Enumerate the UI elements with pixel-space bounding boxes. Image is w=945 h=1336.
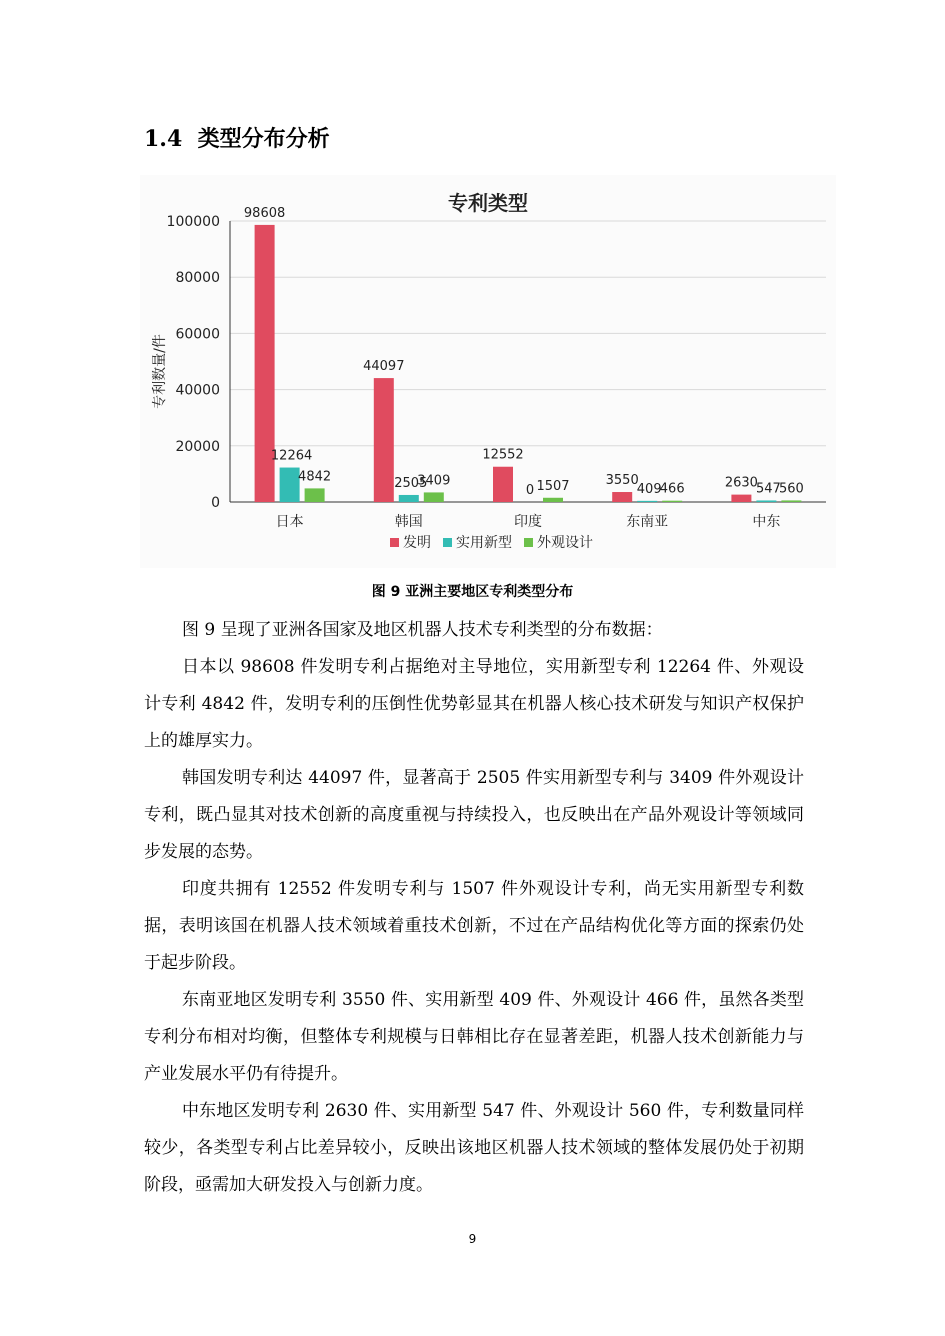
bar-外观设计: [424, 492, 444, 502]
body-text: [144, 612, 804, 1204]
paragraph: 韩国发明专利达 44097 件，显著高于 2505 件实用新型专利与 3409 件外观设计专利，既凸显其对技术创新的高度重视与持续投入，也反映出在产品外观设计等领域同步发展的态势。: [144, 768, 804, 862]
paragraph: 中东地区发明专利 2630 件、实用新型 547 件、外观设计 560 件，专利数量同样较少，各类型专利占比差异较小，反映出该地区机器人技术领域的整体发展仍处于初期阶段，亟需加大研发投入与创新力度。: [144, 1101, 804, 1195]
y-tick-label: 80000: [175, 270, 220, 287]
legend-swatch-发明: [390, 538, 399, 547]
data-label: 466: [659, 481, 685, 497]
paragraph: 东南亚地区发明专利 3550 件、实用新型 409 件、外观设计 466 件，虽然各类型专利分布相对均衡，但整体专利规模与日韩相比存在显著差距，机器人技术创新能力与产业发展水平仍有待提升。: [144, 990, 804, 1084]
bar-外观设计: [543, 498, 563, 502]
data-label: 3550: [605, 473, 639, 489]
data-label: 4842: [298, 469, 332, 485]
bar-外观设计: [305, 488, 325, 502]
y-tick-label: 100000: [166, 214, 220, 230]
paragraph: 印度共拥有 12552 件发明专利与 1507 件外观设计专利，尚无实用新型专利数据，表明该国在机器人技术领域着重技术创新，不过在产品结构优化等方面的探索仍处于起步阶段。: [144, 879, 804, 973]
bar-实用新型: [399, 495, 419, 502]
y-tick-label: 40000: [175, 382, 220, 399]
chart-svg: [140, 175, 836, 568]
bar-实用新型: [637, 501, 657, 502]
bar-外观设计: [781, 500, 801, 502]
bar-发明: [612, 492, 632, 502]
data-label: 2630: [724, 475, 758, 491]
data-label: 2505: [394, 475, 428, 491]
data-label: 44097: [363, 359, 405, 375]
bar-实用新型: [280, 468, 300, 502]
data-label: 547: [755, 481, 781, 497]
data-label: 12264: [270, 448, 313, 464]
bar-发明: [493, 467, 513, 502]
paragraph: 图 9 呈现了亚洲各国家及地区机器人技术专利类型的分布数据：: [182, 620, 663, 640]
section-number: 1.4: [144, 126, 183, 152]
data-label: 3409: [417, 473, 451, 489]
x-tick-label: 东南亚: [626, 514, 669, 530]
section-heading: [144, 122, 330, 153]
patent-type-chart: [140, 175, 836, 568]
data-label: 560: [778, 481, 804, 497]
legend-swatch-实用新型: [443, 538, 452, 547]
figure-caption: 图 9 亚洲主要地区专利类型分布: [371, 584, 574, 600]
bar-外观设计: [662, 501, 682, 502]
legend-label: 发明: [403, 535, 431, 551]
legend-label: 外观设计: [537, 535, 593, 551]
y-tick-label: 0: [211, 495, 220, 511]
y-tick-label: 20000: [175, 438, 220, 455]
legend-label: 实用新型: [456, 535, 512, 551]
x-tick-label: 印度: [514, 514, 542, 530]
x-tick-label: 韩国: [394, 514, 423, 530]
y-axis-label: 专利数量/件: [152, 334, 168, 409]
data-label: 0: [525, 483, 535, 498]
section-title: 类型分布分析: [197, 126, 330, 152]
legend-swatch-外观设计: [524, 538, 533, 547]
bar-发明: [731, 495, 751, 502]
bar-发明: [374, 378, 394, 502]
data-label: 1507: [536, 478, 570, 494]
paragraph: 日本以 98608 件发明专利占据绝对主导地位，实用新型专利 12264 件、外观设计专利 4842 件，发明专利的压倒性优势彰显其在机器人核心技术研发与知识产权保护上的雄厚实力。: [144, 657, 804, 751]
y-tick-label: 60000: [175, 326, 220, 343]
data-label: 12552: [482, 447, 524, 463]
data-label: 98608: [243, 205, 286, 221]
chart-title: 专利类型: [448, 191, 528, 215]
data-label: 409: [636, 481, 662, 497]
x-tick-label: 日本: [275, 514, 304, 530]
x-tick-label: 中东: [752, 514, 781, 530]
page-number: 9: [468, 1232, 477, 1246]
bar-实用新型: [756, 500, 776, 502]
